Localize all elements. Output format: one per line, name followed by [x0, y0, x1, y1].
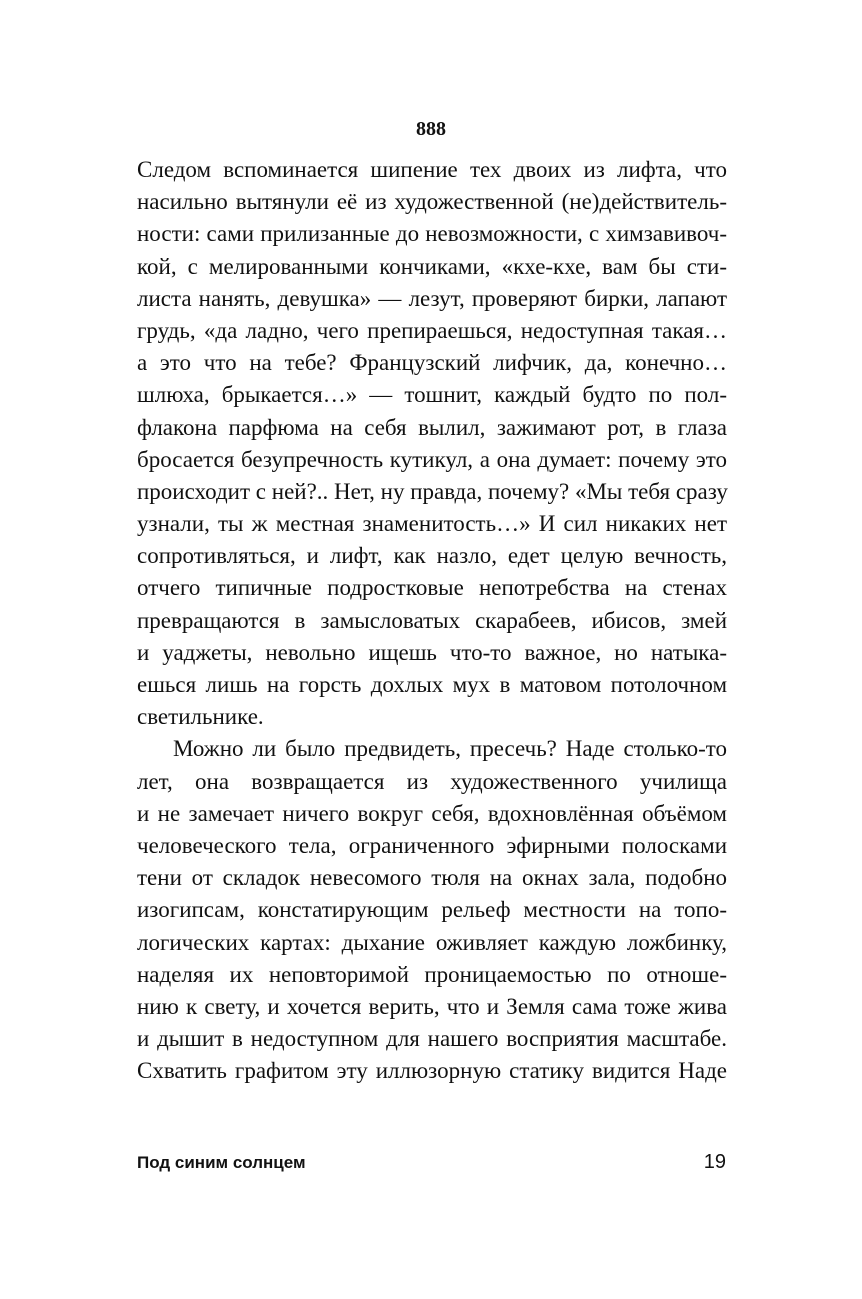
text-line: ности: сами прилизанные до невозможности, с химзавивоч-: [137, 221, 727, 247]
running-footer-book-title: Под синим солнцем: [137, 1153, 306, 1172]
text-line: лет, она возвращается из художественного училища: [137, 768, 727, 794]
text-line: кой, с мелированными кончиками, «кхе-кхе, вам бы сти-: [137, 253, 727, 279]
text-line: отчего типичные подростковые непотребства на стенах: [137, 575, 727, 601]
text-line: логических картах: дыхание оживляет каждую ложбинку,: [137, 929, 727, 955]
text-line: а это что на тебе? Французский лифчик, да, конечно…: [137, 350, 727, 376]
text-line: узнали, ты ж местная знаменитость…» И сил никаких нет: [137, 511, 727, 537]
text-line: сопротивляться, и лифт, как назло, едет целую вечность,: [137, 543, 727, 569]
paragraph-2: [137, 733, 727, 1087]
paragraph-1: [137, 154, 727, 733]
text-line: и дышит в недоступном для нашего восприятия масштабе.: [137, 1026, 727, 1052]
text-line: насильно вытянули её из художественной (не)действитель-: [137, 189, 727, 215]
text-line: светильнике.: [137, 704, 264, 730]
text-line: грудь, «да ладно, чего препираешься, недоступная такая…: [137, 317, 727, 343]
text-line: человеческого тела, ограниченного эфирными полосками: [137, 832, 727, 858]
text-line: и уаджеты, невольно ищешь что-то важное, но натыка-: [137, 639, 727, 665]
text-line: ешься лишь на горсть дохлых мух в матовом потолочном: [137, 672, 727, 697]
text-body: [137, 154, 727, 1087]
text-line: и не замечает ничего вокруг себя, вдохновлённая объёмом: [137, 800, 727, 826]
text-line: листа нанять, девушка» — лезут, проверяют бирки, лапают: [137, 285, 727, 311]
text-line: флакона парфюма на себя вылил, зажимают рот, в глаза: [137, 414, 727, 440]
text-line: Следом вспоминается шипение тех двоих из лифта, что: [137, 157, 727, 182]
text-line: нию к свету, и хочется верить, что и Земля сама тоже жива: [137, 993, 727, 1019]
text-line: изогипсам, констатирующим рельеф местности на топо-: [137, 897, 727, 923]
text-line: тени от складок невесомого тюля на окнах зала, подобно: [137, 865, 727, 891]
chapter-title: 888: [416, 118, 446, 140]
text-line: шлюха, брыкается…» — тошнит, каждый будто по пол-: [137, 382, 727, 408]
text-line: превращаются в замысловатых скарабеев, ибисов, змей: [137, 607, 727, 633]
text-line: наделяя их неповторимой проницаемостью по отноше-: [137, 961, 727, 987]
page-number: 19: [703, 1151, 726, 1173]
text-line: происходит с ней?.. Нет, ну правда, почему? «Мы тебя сразу: [137, 478, 728, 504]
text-line: Схватить графитом эту иллюзорную статику видится Наде: [137, 1058, 727, 1084]
text-line: бросается безупречность кутикул, а она думает: почему это: [137, 446, 727, 472]
text-line: Можно ли было предвидеть, пресечь? Наде столько-то: [173, 736, 727, 762]
